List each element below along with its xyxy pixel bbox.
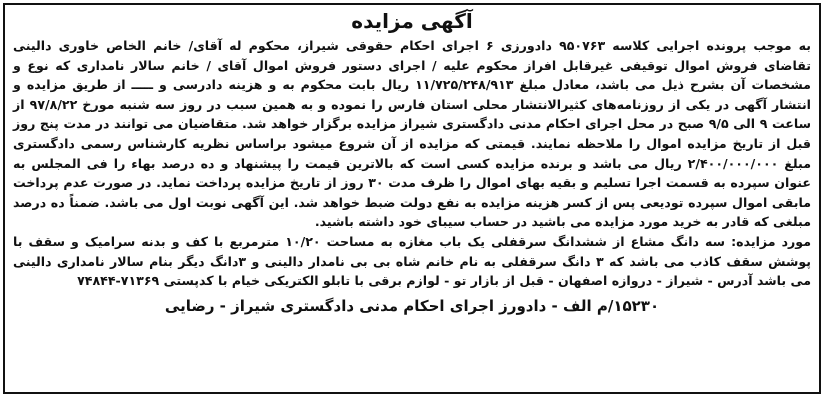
auction-notice bbox=[3, 3, 821, 394]
notice-paragraph-main: به موجب پرونده اجرایی کلاسه ۹۵۰۷۶۳ دادورزی ۶ اجرای احکام حقوقی شیراز، محکوم له آقای/ خانم الخاص خاوری دالینی تقاضای فروش اموال توقیفی غیرقابل افراز محکوم علیه / اجرای دستور فروش اموال آقای / خانم سالار نامداری که نوع و مشخصات آن بشرح ذیل می باشد، معادل مبلغ ۱۱/۷۲۵/۲۴۸/۹۱۳ ریال بابت محکوم به و هزینه دادرسی و ـــــ از طریق مزایده و انتشار آگهی در یکی از روزنامه‌های کثیرالانتشار محلی استان فارس را نموده و به همین سبب در روز سه شنبه مورخ ۹۷/۸/۲۲ از ساعت ۹ الی ۹/۵ صبح در محل اجرای احکام مدنی دادگستری شیراز مزایده برگزار خواهد شد. متقاضیان می توانند در مدت پنج روز قبل از تاریخ مزایده اموال را ملاحظه نمایند. قیمتی که مزایده از آن شروع میشود براساس نظریه کارشناس رسمی دادگستری مبلغ ۲/۴۰۰/۰۰۰/۰۰۰ ریال می باشد و برنده مزایده کسی است که بالاترین قیمت را پیشنهاد و ده درصد بهاء را فی المجلس به عنوان سپرده به قسمت اجرا تسلیم و بقیه بهای اموال را ظرف مدت ۳۰ روز از تاریخ مزایده پرداخت نماید. در صورت عدم پرداخت مابقی اموال سپرده تودیعی پس از کسر هزینه مزایده به نفع دولت ضبط خواهد شد. این آگهی نوبت اول می باشد. ضمناً ده درصد مبلغی که قادر به خرید مورد مزایده می باشید در حساب سیبای خود داشته باشید. bbox=[13, 38, 812, 230]
notice-paragraph-auction-item: مورد مزایده: سه دانگ مشاع از ششدانگ سرقفلی یک باب مغازه به مساحت ۱۰/۲۰ مترمربع با کف و بدنه سرامیک و سقف با پوشش سقف کاذب می باشد که ۳ دانگ سرقفلی به نام خانم شاه بی بی نامدار دالینی و ۳دانگ دیگر بنام سالار نامداری دالینی می باشد آدرس - شیراز - دروازه اصفهان - قبل از بازار تو - لوازم برقی با تابلو الکتریکی خیام با کدپستی ۷۱۳۶۹-۷۴۸۴۴ bbox=[13, 233, 811, 289]
notice-title: آگهی مزایده bbox=[351, 9, 473, 33]
notice-signature: ۱۵۲۳۰/م الف - دادورز اجرای احکام مدنی دادگستری شیراز - رضایی bbox=[164, 296, 660, 315]
notice-body bbox=[13, 36, 811, 291]
